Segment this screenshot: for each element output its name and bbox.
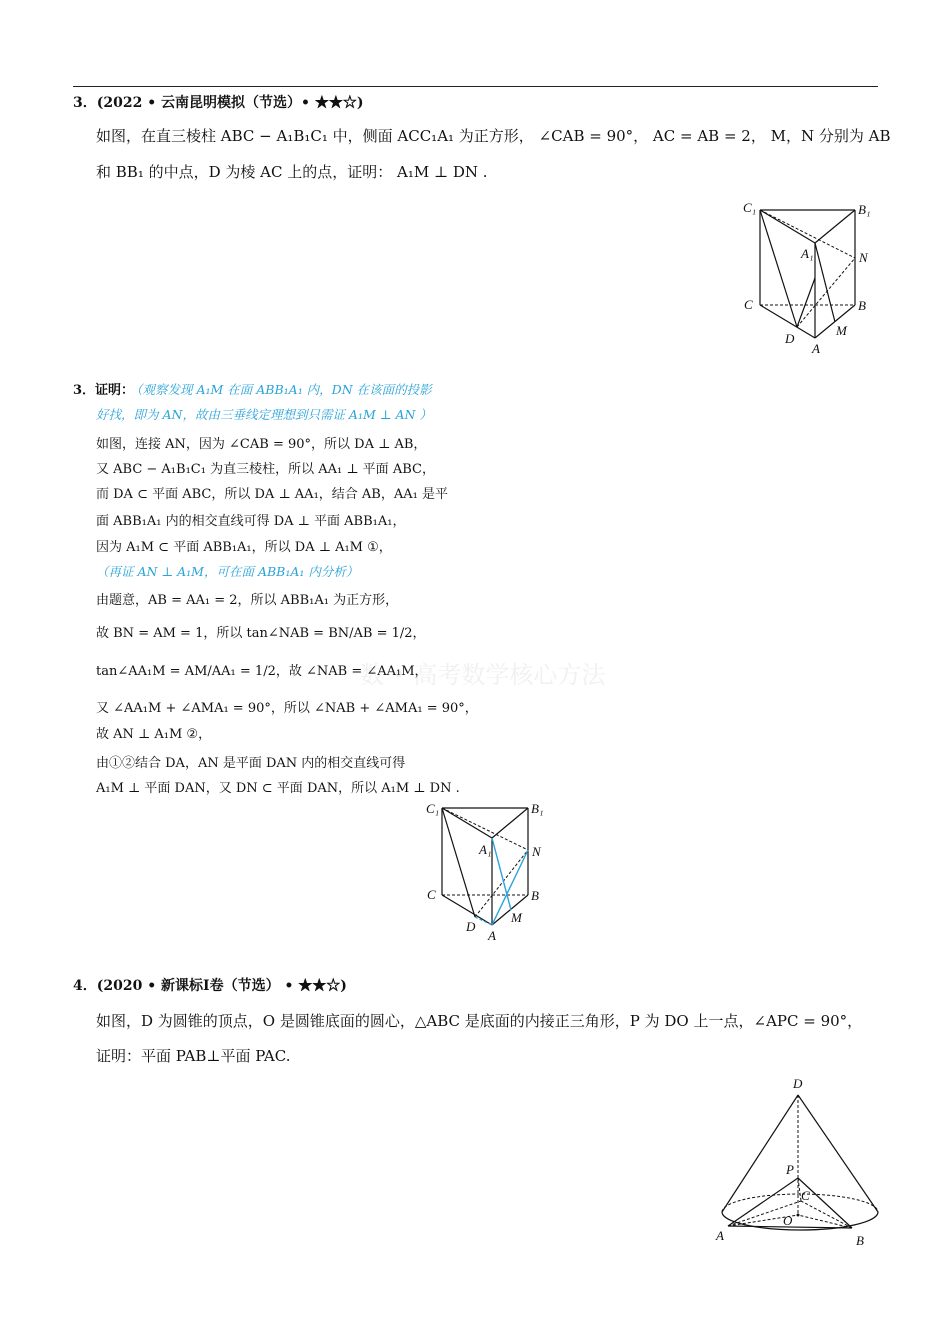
problem4-header: 4．(2020 • 新课标Ⅰ卷（节选） • ★★☆) <box>73 978 347 994</box>
solution3-line: 又 ∠AA₁M + ∠AMA₁ = 90°，所以 ∠NAB + ∠AMA₁ = 90°， <box>96 701 478 716</box>
solution3-hint3: （再证 AN ⊥ A₁M，可在面 ABB₁A₁ 内分析） <box>96 564 359 579</box>
fig3-label-b: B <box>856 1233 864 1248</box>
cone-figure <box>710 1075 890 1250</box>
solution3-line: 故 AN ⊥ A₁M ②， <box>96 727 212 742</box>
fig2-label-a1: A₁ <box>479 842 492 857</box>
fig1-label-c1: C₁ <box>743 200 757 215</box>
fig1-label-b1: B₁ <box>858 202 871 217</box>
solution3-line: 而 DA ⊂ 平面 ABC，所以 DA ⊥ AA₁，结合 AB，AA₁ 是平 <box>96 487 448 502</box>
fig2-label-m: M <box>511 910 522 925</box>
fig2-label-b1: B₁ <box>531 801 544 816</box>
watermark: 数 • 高考数学核心方法 <box>360 661 606 689</box>
header-rule <box>73 86 878 87</box>
solution3-line: 又 ABC − A₁B₁C₁ 为直三棱柱，所以 AA₁ ⊥ 平面 ABC， <box>96 462 435 477</box>
solution3-line: 面 ABB₁A₁ 内的相交直线可得 DA ⊥ 平面 ABB₁A₁， <box>96 514 406 529</box>
fig1-label-n: N <box>859 250 868 265</box>
solution3-hint1: （观察发现 A₁M 在面 ABB₁A₁ 内，DN 在该面的投影 <box>130 382 432 397</box>
fig3-label-c: C <box>801 1188 810 1203</box>
prism-figure-2 <box>425 800 560 950</box>
fig1-label-b: B <box>858 298 866 313</box>
fig1-label-a1: A₁ <box>801 246 814 261</box>
fig2-label-n: N <box>532 844 541 859</box>
prism-figure-1 <box>735 198 875 363</box>
solution3-line: 由题意，AB = AA₁ = 2，所以 ABB₁A₁ 为正方形， <box>96 593 399 608</box>
problem4-line2: 证明：平面 PAB⊥平面 PAC. <box>96 1047 291 1065</box>
solution3-label: 3．证明： <box>73 383 135 398</box>
problem3-line2: 和 BB₁ 的中点，D 为棱 AC 上的点，证明： A₁M ⊥ DN . <box>96 163 488 181</box>
fig2-label-c1: C₁ <box>426 801 440 816</box>
fig3-label-p: P <box>786 1162 794 1177</box>
solution3-line: A₁M ⊥ 平面 DAN，又 DN ⊂ 平面 DAN，所以 A₁M ⊥ DN . <box>96 781 460 796</box>
solution3-line: 由①②结合 DA，AN 是平面 DAN 内的相交直线可得 <box>96 756 406 771</box>
solution3-line: 因为 A₁M ⊂ 平面 ABB₁A₁，所以 DA ⊥ A₁M ①， <box>96 540 392 555</box>
fig3-label-a: A <box>716 1228 724 1243</box>
fig1-label-d: D <box>785 331 795 346</box>
fig3-label-o: O <box>783 1213 793 1228</box>
solution3-line: tan∠AA₁M = AM/AA₁ = 1/2，故 ∠NAB = ∠AA₁M， <box>96 664 428 679</box>
fig2-label-d: D <box>466 919 476 934</box>
fig2-label-b: B <box>531 888 539 903</box>
fig1-label-c: C <box>744 297 753 312</box>
fig1-label-m: M <box>836 323 847 338</box>
problem4-line1: 如图，D 为圆锥的顶点，O 是圆锥底面的圆心，△ABC 是底面的内接正三角形，P 为 DO 上一点，∠APC = 90°， <box>96 1012 863 1030</box>
fig1-label-a: A <box>812 341 820 356</box>
solution3-hint2: 好找，即为 AN，故由三垂线定理想到只需证 A₁M ⊥ AN ） <box>96 407 432 422</box>
problem3-line1: 如图，在直三棱柱 ABC − A₁B₁C₁ 中，侧面 ACC₁A₁ 为正方形， ∠CAB = 90°， AC = AB = 2， M，N 分别为 AB <box>96 127 891 145</box>
fig3-label-d: D <box>793 1076 803 1091</box>
solution3-line: 如图，连接 AN，因为 ∠CAB = 90°，所以 DA ⊥ AB， <box>96 437 427 452</box>
solution3-line: 故 BN = AM = 1，所以 tan∠NAB = BN/AB = 1/2， <box>96 626 426 641</box>
fig2-label-a: A <box>488 928 496 943</box>
fig2-label-c: C <box>427 887 436 902</box>
problem3-header: 3．(2022 • 云南昆明模拟（节选）• ★★☆) <box>73 95 364 111</box>
